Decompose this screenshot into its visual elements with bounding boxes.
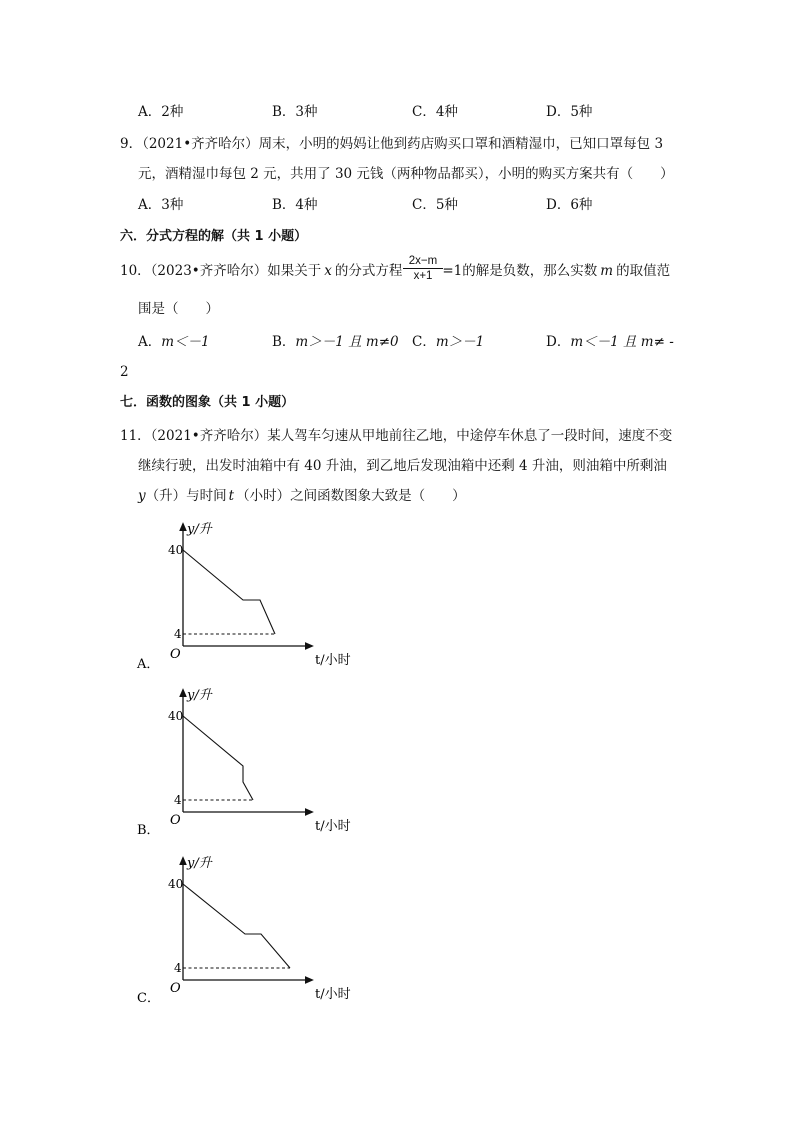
- graph-c-curve: [183, 884, 290, 968]
- q11-stem-line3: [138, 487, 466, 505]
- graph-b-x-label: t/小时: [315, 819, 351, 834]
- graph-b-tick-4: 4: [174, 793, 182, 807]
- q10-mid: 的分式方程: [334, 263, 403, 279]
- q10-option-a-label: A．: [138, 334, 162, 350]
- q11-var-t: t: [228, 488, 235, 504]
- q8-option-c: C．4种: [412, 104, 458, 120]
- section-6-title: 六．分式方程的解（共 1 小题）: [120, 229, 308, 244]
- q9-stem-line2: 元，酒精湿巾每包 2 元，共用了 30 元钱（两种物品都买），小明的购买方案共有（ ）: [138, 166, 674, 182]
- graph-b: [135, 684, 365, 836]
- q11-stem-line1: 11．（2021•齐齐哈尔）某人驾车匀速从甲地前往乙地，中途停车休息了一段时间，速度不变: [120, 428, 673, 444]
- graph-a-tick-40: 40: [168, 543, 184, 557]
- q10-option-c-math: m＞－1: [435, 334, 485, 350]
- graph-a-curve: [183, 550, 275, 634]
- q10-tail: 的取值范: [616, 263, 671, 279]
- q10-option-b: [272, 333, 399, 351]
- graph-a-tick-4: 4: [174, 627, 182, 641]
- q9-option-b: B．4种: [272, 197, 318, 213]
- graph-c-x-label: t/小时: [315, 987, 351, 1002]
- q11-var-y: y: [138, 488, 146, 504]
- q10-option-a-math: m＜－1: [161, 334, 210, 350]
- graph-c-tick-4: 4: [174, 961, 182, 975]
- q11-line3-a: （升）与时间: [145, 488, 227, 504]
- q10-option-a: [138, 333, 210, 351]
- q11-stem-line2: 继续行驶，出发时油箱中有 40 升油，到乙地后发现油箱中还剩 4 升油，则油箱中所剩油: [138, 458, 667, 474]
- graph-b-y-label: y/升: [187, 688, 212, 703]
- q10-prefix: 10．（2023•齐齐哈尔）如果关于: [120, 263, 322, 279]
- graph-a-x-label: t/小时: [315, 653, 351, 668]
- q10-option-d-math: m＜－1 且 m≠ -: [570, 334, 674, 350]
- graph-c: [135, 852, 365, 1004]
- graph-a-origin: O: [170, 647, 181, 662]
- q10-option-b-label: B．: [272, 334, 296, 350]
- graph-a-y-label: y/升: [187, 522, 212, 537]
- graph-c-origin: O: [170, 981, 181, 996]
- q8-option-a: A．2种: [138, 104, 184, 120]
- q10-fraction: [403, 254, 443, 283]
- q10-fraction-denominator: x+1: [413, 270, 433, 282]
- q10-option-d-label: D．: [546, 334, 571, 350]
- q8-option-b: B．3种: [272, 104, 318, 120]
- q9-stem-line1: 9．（2021•齐齐哈尔）周末，小明的妈妈让他到药店购买口罩和酒精湿巾，已知口罩每包 3: [120, 136, 664, 152]
- graph-c-y-label: y/升: [187, 856, 212, 871]
- q10-option-c: [412, 333, 484, 351]
- q9-option-c: C．5种: [412, 197, 458, 213]
- graph-c-tick-40: 40: [168, 877, 184, 891]
- graph-b-origin: O: [170, 813, 181, 828]
- q10-var-x: x: [324, 263, 332, 279]
- graph-b-tick-40: 40: [168, 709, 184, 723]
- q9-option-d: D．6种: [546, 197, 593, 213]
- q10-option-b-math: m＞－1 且 m≠0: [295, 334, 399, 350]
- q10-option-d-wrap: 2: [120, 364, 129, 380]
- q10-option-c-label: C．: [412, 334, 436, 350]
- graph-b-option-label: B．: [137, 823, 160, 836]
- q10-fraction-numerator: 2x−m: [403, 254, 443, 269]
- q10-var-m: m: [600, 263, 614, 279]
- graph-b-curve: [183, 716, 253, 800]
- q8-option-d: D．5种: [546, 104, 593, 120]
- q11-line3-b: （小时）之间函数图象大致是（ ）: [236, 488, 466, 504]
- q10-after-frac: =1的解是负数，那么实数: [442, 263, 598, 279]
- graph-a: [135, 518, 365, 670]
- q10-option-d: [546, 333, 674, 351]
- q9-option-a: A．3种: [138, 197, 184, 213]
- graph-c-option-label: C．: [137, 991, 160, 1004]
- q10-stem-line1: [120, 262, 670, 280]
- graph-a-option-label: A．: [137, 657, 160, 670]
- section-7-title: 七．函数的图象（共 1 小题）: [120, 395, 295, 410]
- q10-stem-line2: 围是（ ）: [138, 301, 219, 317]
